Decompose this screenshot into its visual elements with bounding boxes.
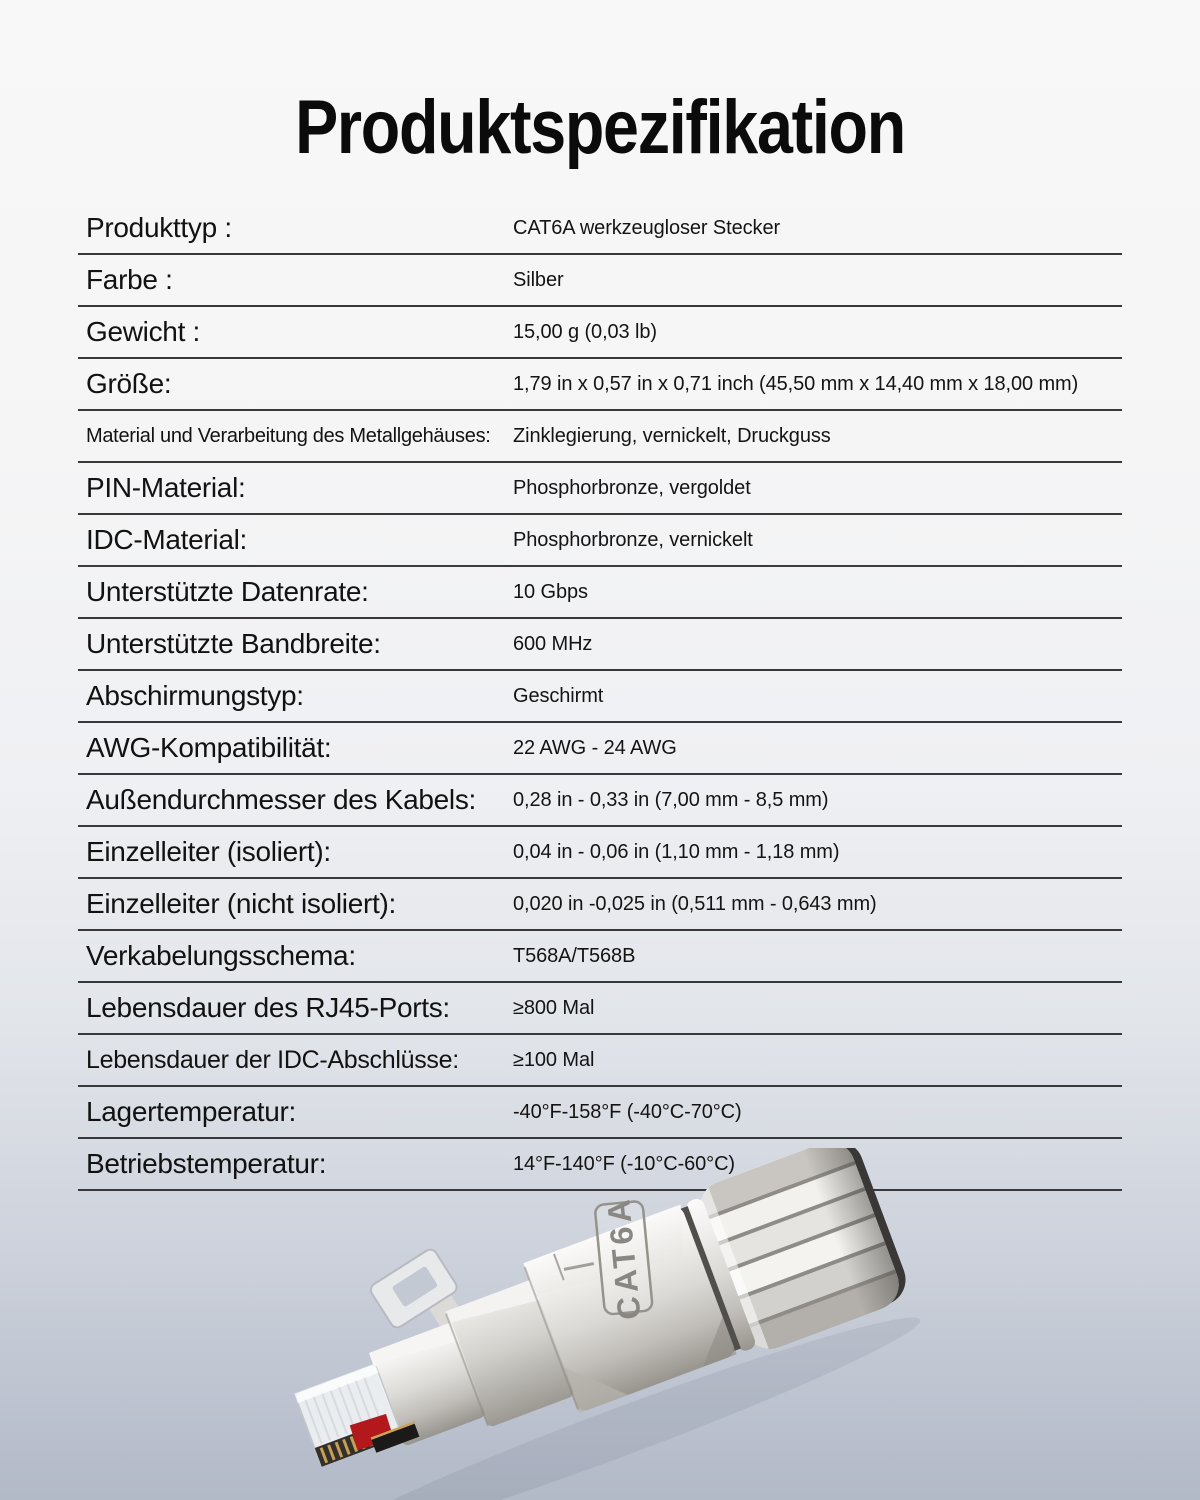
spec-value: -40°F-158°F (-40°C-70°C)	[513, 1101, 742, 1123]
table-row	[78, 567, 1122, 619]
table-row	[78, 775, 1122, 827]
table-row	[78, 463, 1122, 515]
table-row	[78, 515, 1122, 567]
table-row	[78, 983, 1122, 1035]
spec-value: ≥100 Mal	[513, 1049, 595, 1071]
table-row	[78, 619, 1122, 671]
engraving-text: CAT6A	[599, 1194, 648, 1322]
spec-label: Einzelleiter (nicht isoliert):	[86, 888, 396, 919]
spec-value: 14°F-140°F (-10°C-60°C)	[513, 1153, 735, 1175]
spec-label: Gewicht :	[86, 316, 201, 347]
spec-label: Unterstützte Datenrate:	[86, 576, 369, 607]
engraving-plate	[594, 1194, 654, 1322]
spec-label: Farbe :	[86, 264, 173, 295]
table-row	[78, 359, 1122, 411]
spec-label: Lagertemperatur:	[86, 1096, 296, 1127]
spec-value: 600 MHz	[513, 633, 593, 655]
table-row	[78, 723, 1122, 775]
spec-value: Phosphorbronze, vernickelt	[513, 529, 753, 551]
table-row	[78, 1087, 1122, 1139]
spec-value: 22 AWG - 24 AWG	[513, 737, 677, 759]
spec-value: 15,00 g (0,03 lb)	[513, 321, 657, 343]
spec-label: Außendurchmesser des Kabels:	[86, 784, 477, 815]
spec-value: Zinklegierung, vernickelt, Druckguss	[513, 425, 831, 447]
table-row	[78, 255, 1122, 307]
spec-label: AWG-Kompatibilität:	[86, 732, 332, 763]
spec-label: Unterstützte Bandbreite:	[86, 628, 381, 659]
spec-value: Phosphorbronze, vergoldet	[513, 477, 751, 499]
spec-value: CAT6A werkzeugloser Stecker	[513, 217, 781, 239]
spec-value: T568A/T568B	[513, 945, 636, 967]
spec-label: Lebensdauer des RJ45-Ports:	[86, 992, 450, 1023]
table-row	[78, 307, 1122, 359]
product-photo	[250, 1148, 950, 1500]
spec-label: Lebensdauer der IDC-Abschlüsse:	[86, 1046, 459, 1074]
table-row	[78, 879, 1122, 931]
spec-value: Silber	[513, 269, 564, 291]
spec-label: IDC-Material:	[86, 524, 248, 555]
spec-label: Material und Verarbeitung des Metallgehäuses:	[86, 425, 491, 447]
table-row	[78, 671, 1122, 723]
table-row	[78, 1035, 1122, 1087]
spec-label: Betriebstemperatur:	[86, 1148, 327, 1179]
table-row	[78, 411, 1122, 463]
spec-label: Einzelleiter (isoliert):	[86, 836, 331, 867]
table-row	[78, 931, 1122, 983]
table-row	[78, 827, 1122, 879]
spec-value: 1,79 in x 0,57 in x 0,71 inch (45,50 mm x 14,40 mm x 18,00 mm)	[513, 373, 1079, 395]
page-title: Produktspezifikation	[295, 85, 905, 170]
spec-table	[78, 203, 1122, 1191]
spec-label: Abschirmungstyp:	[86, 680, 304, 711]
spec-value: 10 Gbps	[513, 581, 588, 603]
spec-value: 0,020 in -0,025 in (0,511 mm - 0,643 mm)	[513, 893, 877, 915]
spec-label: Produkttyp :	[86, 212, 232, 243]
spec-value: 0,04 in - 0,06 in (1,10 mm - 1,18 mm)	[513, 841, 840, 863]
spec-label: Größe:	[86, 368, 172, 399]
table-row	[78, 203, 1122, 255]
spec-value: 0,28 in - 0,33 in (7,00 mm - 8,5 mm)	[513, 789, 829, 811]
spec-label: PIN-Material:	[86, 472, 246, 503]
spec-value: ≥800 Mal	[513, 997, 595, 1019]
connector-body	[250, 1148, 931, 1500]
spec-label: Verkabelungsschema:	[86, 940, 356, 971]
spec-value: Geschirmt	[513, 685, 604, 707]
